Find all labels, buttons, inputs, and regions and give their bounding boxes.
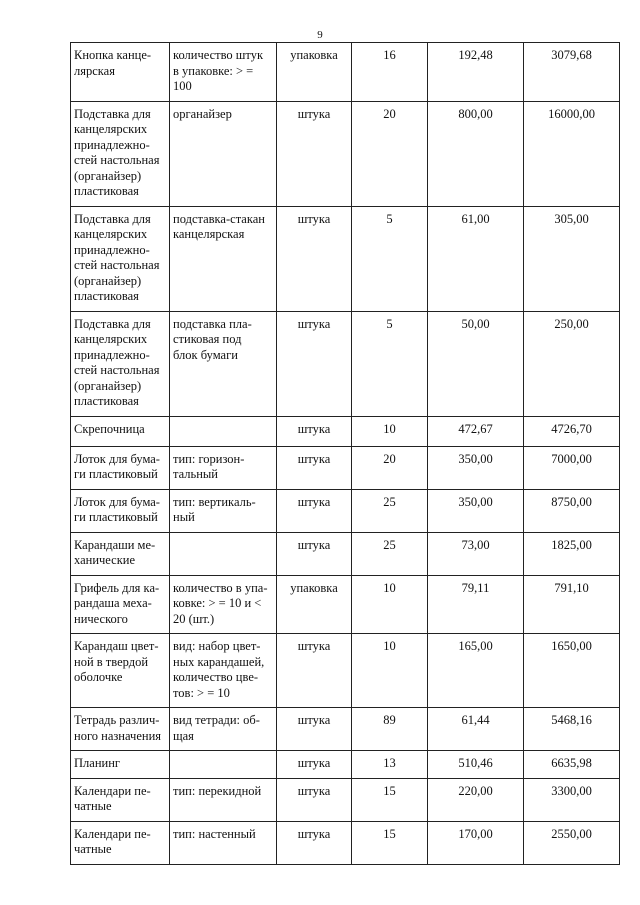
item-quantity-cell: 5: [352, 206, 428, 311]
item-price-cell: 800,00: [428, 101, 524, 206]
table-row: [71, 634, 620, 708]
item-sum-cell: 7000,00: [524, 446, 620, 489]
item-characteristic-cell: тип: вертикаль- ный: [170, 489, 277, 532]
table-row: [71, 821, 620, 864]
item-price-cell: 79,11: [428, 575, 524, 634]
item-price-cell: 50,00: [428, 311, 524, 416]
item-unit-cell: упаковка: [277, 575, 352, 634]
item-sum-cell: 4726,70: [524, 416, 620, 446]
item-name-cell: Календари пе- чатные: [71, 821, 170, 864]
item-name-cell: Грифель для ка- рандаша меха- нического: [71, 575, 170, 634]
table-row: [71, 751, 620, 779]
item-name-cell: Карандаш цвет- ной в твердой оболочке: [71, 634, 170, 708]
item-name-cell: Тетрадь различ- ного назначения: [71, 708, 170, 751]
item-unit-cell: штука: [277, 416, 352, 446]
item-quantity-cell: 5: [352, 311, 428, 416]
item-quantity-cell: 20: [352, 446, 428, 489]
item-name-cell: Подставка для канцелярских принадлежно- стей настольная (органайзер) пластиковая: [71, 311, 170, 416]
item-quantity-cell: 25: [352, 532, 428, 575]
item-price-cell: 165,00: [428, 634, 524, 708]
item-price-cell: 350,00: [428, 446, 524, 489]
item-sum-cell: 16000,00: [524, 101, 620, 206]
item-sum-cell: 8750,00: [524, 489, 620, 532]
item-name-cell: Скрепочница: [71, 416, 170, 446]
item-characteristic-cell: [170, 416, 277, 446]
item-unit-cell: штука: [277, 446, 352, 489]
item-name-cell: Подставка для канцелярских принадлежно- стей настольная (органайзер) пластиковая: [71, 206, 170, 311]
item-sum-cell: 1825,00: [524, 532, 620, 575]
item-price-cell: 350,00: [428, 489, 524, 532]
item-price-cell: 510,46: [428, 751, 524, 779]
item-name-cell: Кнопка канце- лярская: [71, 43, 170, 102]
item-price-cell: 73,00: [428, 532, 524, 575]
item-quantity-cell: 10: [352, 575, 428, 634]
item-price-cell: 192,48: [428, 43, 524, 102]
item-characteristic-cell: [170, 532, 277, 575]
item-characteristic-cell: органайзер: [170, 101, 277, 206]
item-unit-cell: штука: [277, 489, 352, 532]
item-sum-cell: 5468,16: [524, 708, 620, 751]
table-row: [71, 416, 620, 446]
item-price-cell: 472,67: [428, 416, 524, 446]
item-unit-cell: штука: [277, 532, 352, 575]
item-name-cell: Подставка для канцелярских принадлежно- стей настольная (органайзер) пластиковая: [71, 101, 170, 206]
item-sum-cell: 3300,00: [524, 778, 620, 821]
item-quantity-cell: 25: [352, 489, 428, 532]
item-quantity-cell: 89: [352, 708, 428, 751]
item-quantity-cell: 16: [352, 43, 428, 102]
item-unit-cell: штука: [277, 206, 352, 311]
item-sum-cell: 305,00: [524, 206, 620, 311]
item-unit-cell: упаковка: [277, 43, 352, 102]
item-characteristic-cell: тип: перекидной: [170, 778, 277, 821]
page-number: 9: [317, 29, 323, 41]
table-row: [71, 778, 620, 821]
table-row: [71, 489, 620, 532]
item-quantity-cell: 20: [352, 101, 428, 206]
item-quantity-cell: 10: [352, 416, 428, 446]
item-characteristic-cell: количество в упа- ковке: > = 10 и < 20 (шт.): [170, 575, 277, 634]
item-unit-cell: штука: [277, 751, 352, 779]
table-row: [71, 311, 620, 416]
item-sum-cell: 2550,00: [524, 821, 620, 864]
table-row: [71, 532, 620, 575]
item-price-cell: 220,00: [428, 778, 524, 821]
item-sum-cell: 791,10: [524, 575, 620, 634]
table-row: [71, 708, 620, 751]
item-unit-cell: штука: [277, 821, 352, 864]
item-characteristic-cell: тип: горизон- тальный: [170, 446, 277, 489]
item-characteristic-cell: тип: настенный: [170, 821, 277, 864]
item-price-cell: 61,44: [428, 708, 524, 751]
item-unit-cell: штука: [277, 311, 352, 416]
item-quantity-cell: 15: [352, 821, 428, 864]
item-quantity-cell: 15: [352, 778, 428, 821]
table-row: [71, 575, 620, 634]
item-characteristic-cell: подставка пла- стиковая под блок бумаги: [170, 311, 277, 416]
item-price-cell: 170,00: [428, 821, 524, 864]
item-sum-cell: 3079,68: [524, 43, 620, 102]
item-name-cell: Лоток для бума- ги пластиковый: [71, 446, 170, 489]
item-name-cell: Планинг: [71, 751, 170, 779]
item-characteristic-cell: вид тетради: об- щая: [170, 708, 277, 751]
item-price-cell: 61,00: [428, 206, 524, 311]
item-unit-cell: штука: [277, 708, 352, 751]
item-quantity-cell: 13: [352, 751, 428, 779]
item-unit-cell: штука: [277, 101, 352, 206]
corner-mark: [560, 0, 590, 8]
item-characteristic-cell: вид: набор цвет- ных карандашей, количество цве- тов: > = 10: [170, 634, 277, 708]
item-name-cell: Календари пе- чатные: [71, 778, 170, 821]
item-name-cell: Лоток для бума- ги пластиковый: [71, 489, 170, 532]
item-name-cell: Карандаши ме- ханические: [71, 532, 170, 575]
item-characteristic-cell: [170, 751, 277, 779]
item-unit-cell: штука: [277, 778, 352, 821]
item-characteristic-cell: количество штук в упаковке: > = 100: [170, 43, 277, 102]
item-quantity-cell: 10: [352, 634, 428, 708]
item-characteristic-cell: подставка-стакан канцелярская: [170, 206, 277, 311]
table-row: [71, 446, 620, 489]
goods-table-body: [71, 43, 620, 865]
item-sum-cell: 6635,98: [524, 751, 620, 779]
table-row: [71, 43, 620, 102]
item-sum-cell: 1650,00: [524, 634, 620, 708]
table-row: [71, 206, 620, 311]
goods-table: [70, 42, 620, 865]
item-unit-cell: штука: [277, 634, 352, 708]
table-row: [71, 101, 620, 206]
item-sum-cell: 250,00: [524, 311, 620, 416]
